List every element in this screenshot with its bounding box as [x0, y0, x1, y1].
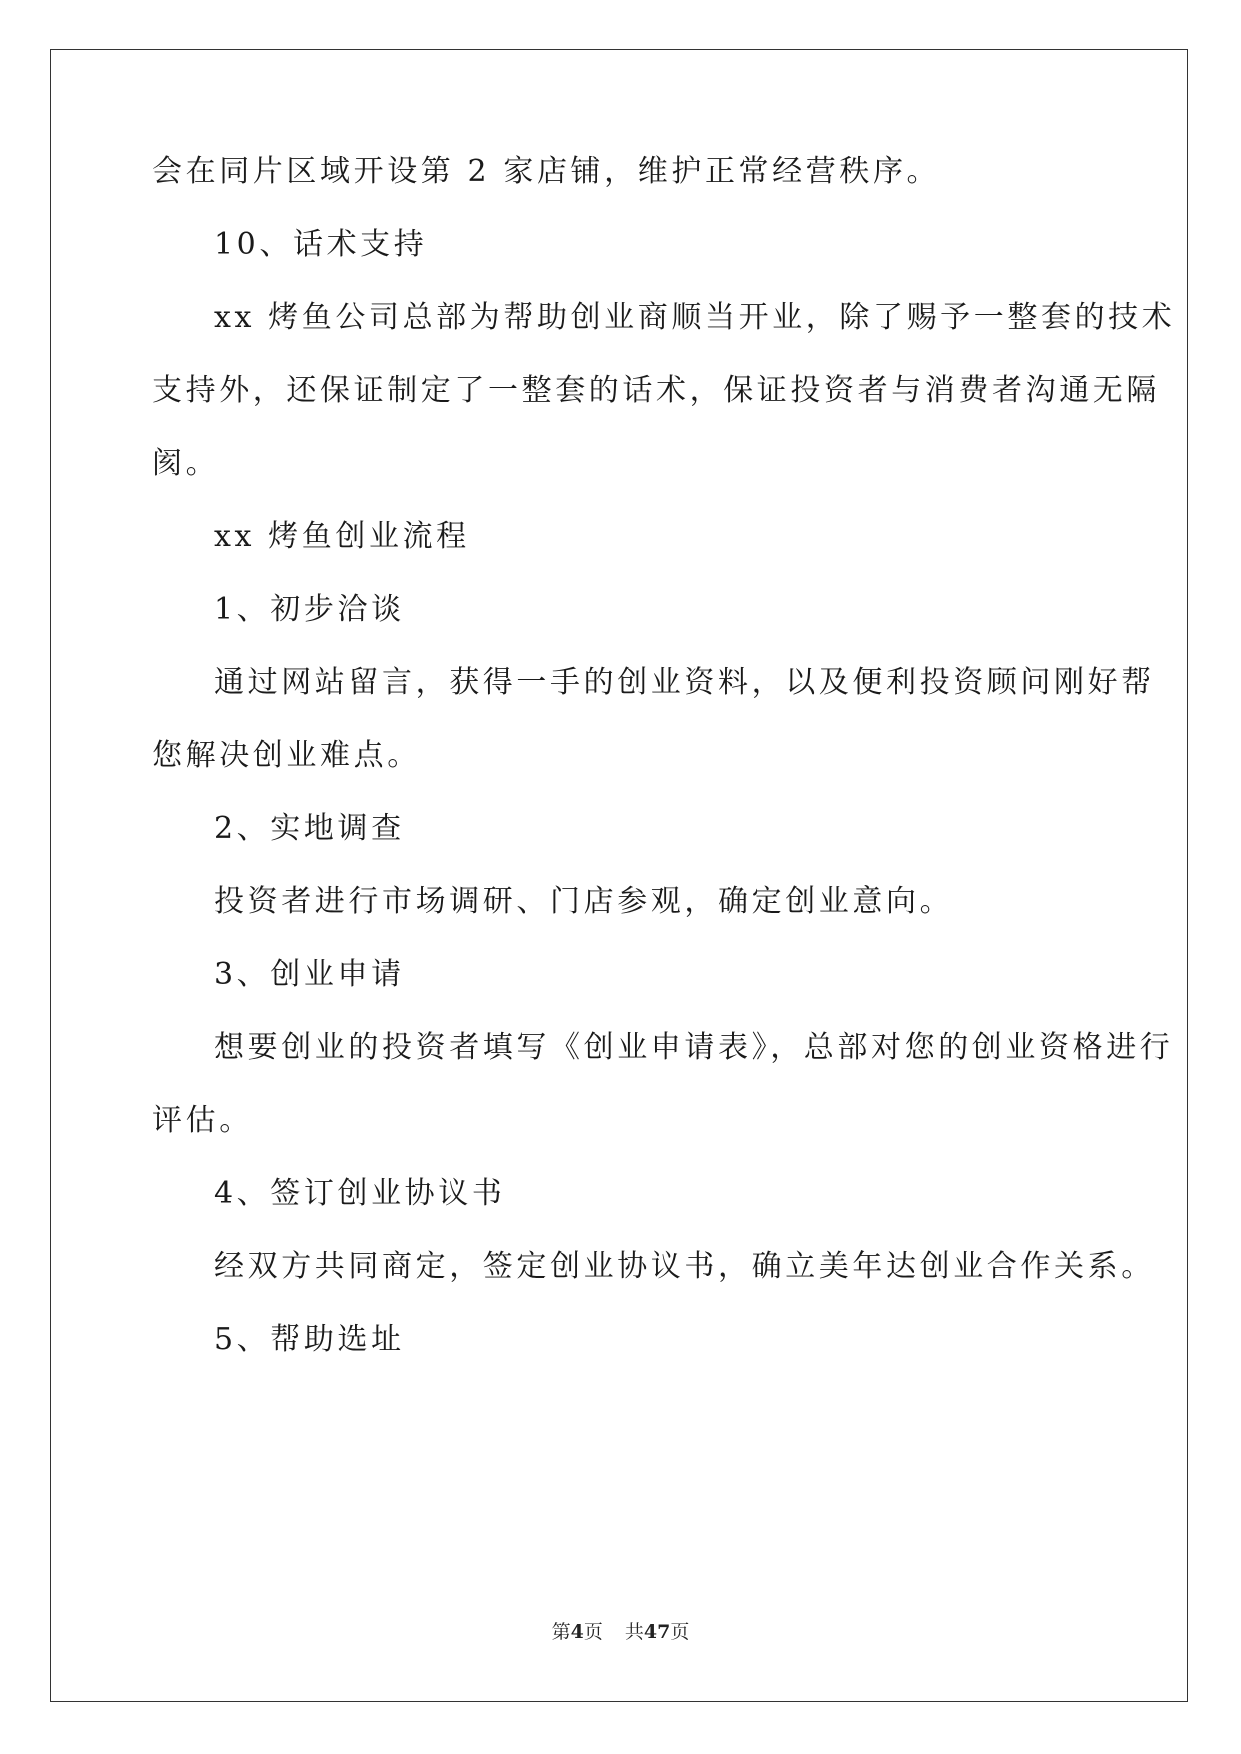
paragraph-line: 评估。 [152, 1103, 253, 1138]
section-heading: 3、创业申请 [214, 957, 405, 992]
paragraph-line: 支持外，还保证制定了一整套的话术，保证投资者与消费者沟通无隔 [152, 373, 1160, 408]
paragraph-line: 会在同片区域开设第 2 家店铺，维护正常经营秩序。 [152, 154, 941, 189]
section-heading: 2、实地调查 [214, 811, 405, 846]
section-heading: xx 烤鱼创业流程 [214, 519, 470, 554]
paragraph-line: 您解决创业难点。 [152, 738, 421, 773]
paragraph-line: 投资者进行市场调研、门店参观，确定创业意向。 [214, 884, 954, 919]
page-suffix: 页 [583, 1621, 603, 1643]
paragraph-line: 阂。 [152, 446, 220, 481]
paragraph-line: 想要创业的投资者填写《创业申请表》，总部对您的创业资格进行 [214, 1030, 1174, 1065]
page-number: 4 [570, 1621, 584, 1643]
section-heading: 10、话术支持 [214, 227, 428, 262]
total-pages: 47 [643, 1621, 671, 1643]
page-border [50, 49, 1188, 1702]
paragraph-line: xx 烤鱼公司总部为帮助创业商顺当开业，除了赐予一整套的技术 [214, 300, 1176, 335]
page-prefix: 第 [551, 1621, 571, 1643]
total-suffix: 页 [670, 1621, 690, 1643]
section-heading: 4、签订创业协议书 [214, 1176, 506, 1211]
section-heading: 1、初步洽谈 [214, 592, 405, 627]
paragraph-line: 经双方共同商定，签定创业协议书，确立美年达创业合作关系。 [214, 1249, 1155, 1284]
page-footer [0, 1620, 1241, 1644]
paragraph-line: 通过网站留言，获得一手的创业资料，以及便利投资顾问刚好帮 [214, 665, 1155, 700]
section-heading: 5、帮助选址 [214, 1322, 405, 1357]
total-prefix: 共 [624, 1621, 644, 1643]
